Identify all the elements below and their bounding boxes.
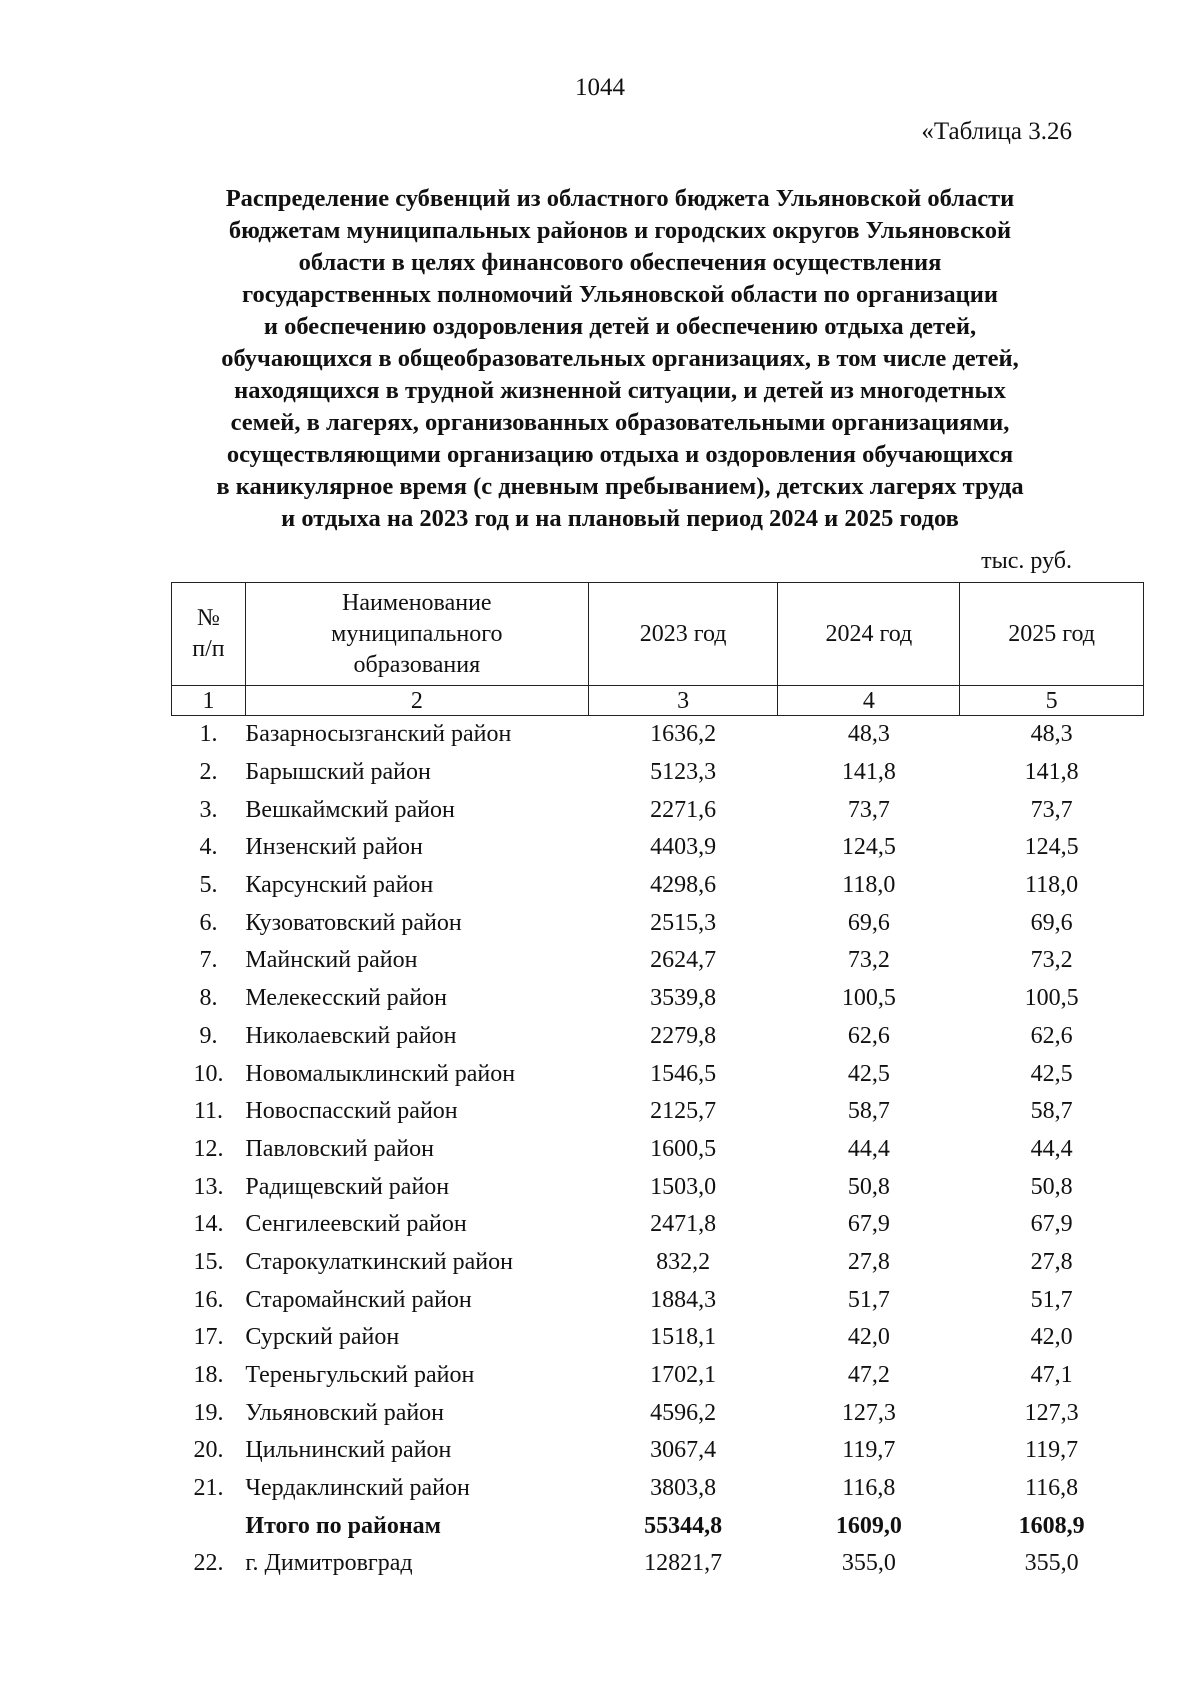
row-number: 11. xyxy=(193,1098,223,1125)
value-2025: 44,4 xyxy=(1030,1135,1073,1162)
value-2024: 62,6 xyxy=(847,1022,890,1049)
value-2023: 12821,7 xyxy=(644,1550,723,1577)
column-number: 5 xyxy=(960,686,1144,716)
column-number: 2 xyxy=(245,686,588,716)
municipality-name: Итого по районам xyxy=(245,1512,442,1539)
table-row xyxy=(172,942,1144,980)
municipality-name: Карсунский район xyxy=(245,872,434,899)
value-2024: 116,8 xyxy=(842,1475,896,1502)
value-2024: 58,7 xyxy=(847,1098,890,1125)
table-row xyxy=(172,1018,1144,1056)
table-row xyxy=(172,1432,1144,1470)
header-2024: 2024 год xyxy=(778,583,960,686)
value-2025: 1608,9 xyxy=(1018,1512,1085,1539)
value-2023: 2271,6 xyxy=(650,796,717,823)
title-line: государственных полномочий Ульяновской области по организации xyxy=(242,281,998,308)
row-number: 7. xyxy=(199,947,218,974)
document-title xyxy=(170,183,1070,535)
title-line: семей, в лагерях, организованных образовательными организациями, xyxy=(230,409,1010,436)
value-2025: 58,7 xyxy=(1030,1098,1073,1125)
value-2023: 2279,8 xyxy=(650,1022,717,1049)
row-number: 19. xyxy=(193,1399,224,1426)
value-2023: 3803,8 xyxy=(650,1475,717,1502)
value-2025: 47,1 xyxy=(1030,1362,1073,1389)
municipality-name: г. Димитровград xyxy=(245,1550,413,1577)
value-2024: 73,7 xyxy=(847,796,890,823)
value-2025: 48,3 xyxy=(1030,721,1073,748)
value-2025: 42,5 xyxy=(1030,1060,1073,1087)
table-row xyxy=(172,1131,1144,1169)
value-2024: 67,9 xyxy=(847,1211,890,1238)
value-2025: 100,5 xyxy=(1024,985,1079,1012)
header-2025: 2025 год xyxy=(960,583,1144,686)
value-2023: 1503,0 xyxy=(650,1173,717,1200)
table-row xyxy=(172,791,1144,829)
title-line: и обеспечению оздоровления детей и обеспечению отдыха детей, xyxy=(263,313,977,340)
header-num xyxy=(172,583,246,686)
value-2025: 62,6 xyxy=(1030,1022,1073,1049)
municipality-name: Николаевский район xyxy=(245,1022,457,1049)
value-2024: 47,2 xyxy=(847,1362,890,1389)
value-2025: 50,8 xyxy=(1030,1173,1073,1200)
value-2025: 124,5 xyxy=(1024,834,1079,861)
value-2023: 2515,3 xyxy=(650,909,717,936)
row-number: 5. xyxy=(199,872,218,899)
row-number: 22. xyxy=(193,1550,224,1577)
municipality-name: Павловский район xyxy=(245,1135,434,1162)
row-number: 4. xyxy=(199,834,218,861)
title-line: обучающихся в общеобразовательных организациях, в том числе детей, xyxy=(221,345,1019,372)
value-2025: 67,9 xyxy=(1030,1211,1073,1238)
subsidy-table xyxy=(171,582,1144,1583)
municipality-name: Майнский район xyxy=(245,947,418,974)
municipality-name: Барышский район xyxy=(245,759,431,786)
value-2024: 42,5 xyxy=(847,1060,890,1087)
value-2023: 1546,5 xyxy=(650,1060,717,1087)
title-line: в каникулярное время (с дневным пребыванием), детских лагерях труда xyxy=(216,473,1024,500)
row-number: 15. xyxy=(193,1248,224,1275)
municipality-name: Новоспасский район xyxy=(245,1098,458,1125)
table-row xyxy=(172,1357,1144,1395)
value-2025: 141,8 xyxy=(1024,759,1079,786)
header-name-line: образования xyxy=(353,651,481,678)
header-name-line: муниципального xyxy=(331,620,503,647)
value-2023: 2125,7 xyxy=(650,1098,717,1125)
row-number: 18. xyxy=(193,1362,224,1389)
value-2024: 42,0 xyxy=(847,1324,890,1351)
value-2024: 1609,0 xyxy=(835,1512,902,1539)
municipality-name: Инзенский район xyxy=(245,834,423,861)
header-num-line: № xyxy=(197,605,220,631)
row-number: 17. xyxy=(193,1324,224,1351)
value-2025: 73,2 xyxy=(1030,947,1073,974)
row-number: 2. xyxy=(199,759,218,786)
value-2025: 116,8 xyxy=(1025,1475,1079,1502)
value-2023: 1600,5 xyxy=(650,1135,717,1162)
header-2023: 2023 год xyxy=(588,583,778,686)
value-2024: 69,6 xyxy=(847,909,890,936)
value-2023: 3067,4 xyxy=(650,1437,717,1464)
column-number: 3 xyxy=(588,686,778,716)
value-2025: 73,7 xyxy=(1030,796,1073,823)
row-number: 9. xyxy=(199,1022,218,1049)
value-2025: 42,0 xyxy=(1030,1324,1073,1351)
table-row xyxy=(172,1168,1144,1206)
municipality-name: Кузоватовский район xyxy=(245,909,462,936)
row-number: 12. xyxy=(193,1135,224,1162)
value-2023: 2624,7 xyxy=(650,947,717,974)
header-num-line: п/п xyxy=(192,636,225,662)
unit-label: тыс. руб. xyxy=(981,548,1072,574)
value-2025: 51,7 xyxy=(1030,1286,1073,1313)
column-number: 1 xyxy=(172,686,246,716)
row-number xyxy=(172,1507,246,1545)
value-2024: 27,8 xyxy=(847,1248,890,1275)
value-2024: 51,7 xyxy=(847,1286,890,1313)
table-row xyxy=(172,754,1144,792)
value-2025: 355,0 xyxy=(1024,1550,1079,1577)
row-number: 13. xyxy=(193,1173,224,1200)
column-number-row xyxy=(172,686,1144,716)
value-2023: 4298,6 xyxy=(650,872,717,899)
municipality-name: Радищевский район xyxy=(245,1173,450,1200)
table-row xyxy=(172,829,1144,867)
table-row xyxy=(172,1093,1144,1131)
table-row xyxy=(172,1281,1144,1319)
value-2023: 3539,8 xyxy=(650,985,717,1012)
table-row xyxy=(172,904,1144,942)
title-line: и отдыха на 2023 год и на плановый период 2024 и 2025 годов xyxy=(281,505,959,532)
municipality-name: Чердаклинский район xyxy=(245,1475,470,1502)
value-2024: 119,7 xyxy=(842,1437,896,1464)
page-number: 1044 xyxy=(575,74,625,101)
title-line: области в целях финансового обеспечения осуществления xyxy=(298,249,942,276)
header-name-line: Наименование xyxy=(342,589,492,616)
table-row xyxy=(172,1470,1144,1508)
municipality-name: Сурский район xyxy=(245,1324,400,1351)
value-2023: 4403,9 xyxy=(650,834,717,861)
value-2025: 118,0 xyxy=(1025,872,1079,899)
row-number: 3. xyxy=(199,796,218,823)
row-number: 8. xyxy=(199,985,218,1012)
value-2025: 69,6 xyxy=(1030,909,1073,936)
value-2024: 44,4 xyxy=(847,1135,890,1162)
table-row xyxy=(172,1206,1144,1244)
table-row xyxy=(172,867,1144,905)
value-2023: 5123,3 xyxy=(650,759,717,786)
municipality-name: Мелекесский район xyxy=(245,985,448,1012)
title-line: находящихся в трудной жизненной ситуации, и детей из многодетных xyxy=(234,377,1006,404)
value-2025: 127,3 xyxy=(1024,1399,1079,1426)
table-row xyxy=(172,1055,1144,1093)
value-2024: 141,8 xyxy=(841,759,896,786)
column-number: 4 xyxy=(778,686,960,716)
table-body xyxy=(172,716,1144,1583)
title-line: бюджетам муниципальных районов и городских округов Ульяновской xyxy=(228,217,1012,244)
municipality-name: Старокулаткинский район xyxy=(245,1248,513,1275)
municipality-name: Тереньгульский район xyxy=(245,1362,475,1389)
value-2025: 119,7 xyxy=(1025,1437,1079,1464)
municipality-name: Вешкаймский район xyxy=(245,796,455,823)
value-2024: 50,8 xyxy=(847,1173,890,1200)
municipality-name: Базарносызганский район xyxy=(245,721,512,748)
row-number: 20. xyxy=(193,1437,224,1464)
table-label: «Таблица 3.26 xyxy=(921,118,1072,145)
value-2024: 48,3 xyxy=(847,721,890,748)
table-row xyxy=(172,980,1144,1018)
value-2024: 100,5 xyxy=(841,985,896,1012)
municipality-name: Старомайнский район xyxy=(245,1286,472,1313)
table-row xyxy=(172,1394,1144,1432)
value-2023: 1884,3 xyxy=(650,1286,717,1313)
title-line: Распределение субвенций из областного бюджета Ульяновской области xyxy=(225,185,1015,212)
municipality-name: Ульяновский район xyxy=(245,1399,445,1426)
table-row xyxy=(172,1319,1144,1357)
value-2023: 1518,1 xyxy=(650,1324,717,1351)
table-row xyxy=(172,716,1144,754)
value-2023: 1636,2 xyxy=(650,721,717,748)
title-line: осуществляющими организацию отдыха и оздоровления обучающихся xyxy=(226,441,1014,468)
table-row xyxy=(172,1545,1144,1583)
total-row xyxy=(172,1507,1144,1545)
value-2025: 27,8 xyxy=(1030,1248,1073,1275)
header-name xyxy=(245,583,588,686)
value-2024: 118,0 xyxy=(842,872,896,899)
row-number: 6. xyxy=(199,909,218,936)
value-2024: 127,3 xyxy=(841,1399,896,1426)
value-2023: 55344,8 xyxy=(644,1512,723,1539)
row-number: 10. xyxy=(193,1060,224,1087)
municipality-name: Сенгилеевский район xyxy=(245,1211,467,1238)
row-number: 14. xyxy=(193,1211,224,1238)
value-2024: 124,5 xyxy=(841,834,896,861)
value-2023: 1702,1 xyxy=(650,1362,717,1389)
value-2024: 73,2 xyxy=(847,947,890,974)
municipality-name: Новомалыклинский район xyxy=(245,1060,516,1087)
value-2023: 832,2 xyxy=(656,1248,711,1275)
row-number: 1. xyxy=(199,721,218,748)
value-2024: 355,0 xyxy=(841,1550,896,1577)
municipality-name: Цильнинский район xyxy=(245,1437,452,1464)
table-row xyxy=(172,1244,1144,1282)
row-number: 21. xyxy=(193,1475,224,1502)
table-header-row xyxy=(172,583,1144,686)
value-2023: 2471,8 xyxy=(650,1211,717,1238)
row-number: 16. xyxy=(193,1286,224,1313)
value-2023: 4596,2 xyxy=(650,1399,717,1426)
